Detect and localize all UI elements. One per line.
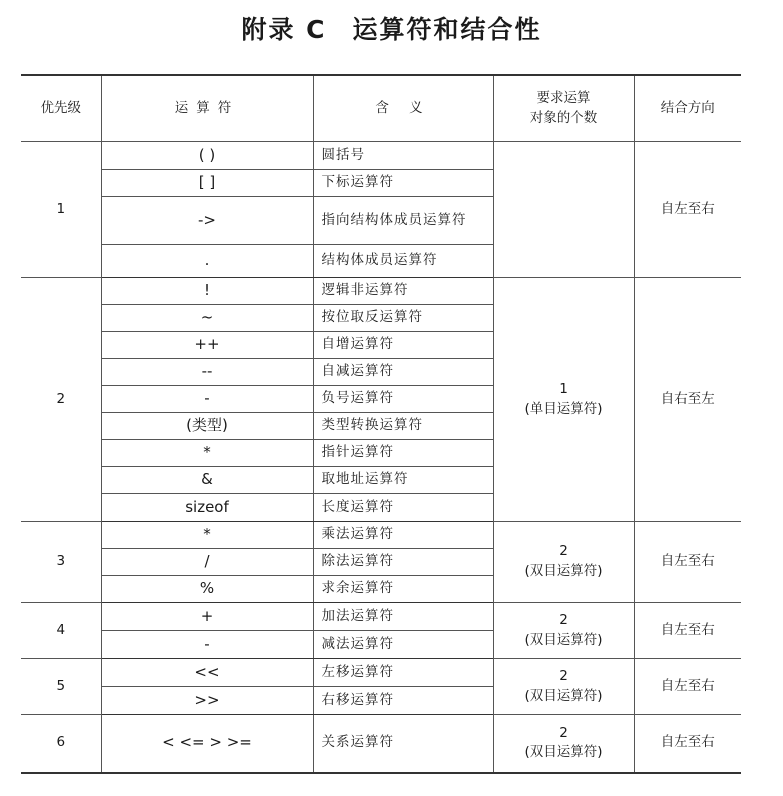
operand-count-cell xyxy=(493,142,634,278)
operator-cell: ! xyxy=(101,278,313,305)
meaning-cell: 加法运算符 xyxy=(313,603,493,631)
meaning-cell: 左移运算符 xyxy=(313,659,493,687)
page-title xyxy=(0,10,783,46)
header-associativity: 结合方向 xyxy=(634,75,741,142)
operator-cell: * xyxy=(101,522,313,549)
meaning-cell: 逻辑非运算符 xyxy=(313,278,493,305)
operand-count-cell xyxy=(493,603,634,659)
priority-cell: 1 xyxy=(21,142,101,278)
operand-desc: (单目运算符) xyxy=(524,400,603,417)
meaning-cell: 按位取反运算符 xyxy=(313,305,493,332)
table-row xyxy=(21,522,741,549)
operand-count-cell xyxy=(493,659,634,715)
meaning-cell: 长度运算符 xyxy=(313,494,493,522)
operand-count: 2 xyxy=(559,543,568,560)
meaning-cell: 减法运算符 xyxy=(313,631,493,659)
operand-desc: (双目运算符) xyxy=(524,563,603,579)
header-operand-count xyxy=(493,75,634,142)
header-operator: 运算符 xyxy=(101,75,313,142)
priority-cell: 3 xyxy=(21,522,101,603)
meaning-cell: 自减运算符 xyxy=(313,359,493,386)
meaning-cell: 关系运算符 xyxy=(313,715,493,773)
operand-count-cell xyxy=(493,522,634,603)
header-operand-count-line2: 对象的个数 xyxy=(529,109,598,126)
meaning-cell: 求余运算符 xyxy=(313,576,493,603)
operator-cell: < <= > >= xyxy=(101,715,313,773)
operator-cell: [ ] xyxy=(101,170,313,197)
meaning-cell: 圆括号 xyxy=(313,142,493,170)
meaning-cell: 负号运算符 xyxy=(313,386,493,413)
table-row xyxy=(21,278,741,305)
operator-cell: << xyxy=(101,659,313,687)
header-meaning: 含 义 xyxy=(313,75,493,142)
meaning-cell: 取地址运算符 xyxy=(313,467,493,494)
operator-cell: . xyxy=(101,245,313,278)
operand-count: 2 xyxy=(559,724,568,741)
operand-count: 2 xyxy=(559,611,568,628)
operator-cell: (类型) xyxy=(101,413,313,440)
associativity-cell: 自左至右 xyxy=(634,142,741,278)
operand-desc: (双目运算符) xyxy=(524,687,603,704)
priority-cell: 2 xyxy=(21,278,101,522)
operand-count: 1 xyxy=(559,380,568,397)
table-row xyxy=(21,715,741,773)
table-row xyxy=(21,603,741,631)
operator-cell: - xyxy=(101,631,313,659)
operator-cell: ( ) xyxy=(101,142,313,170)
meaning-cell: 自增运算符 xyxy=(313,332,493,359)
table-header-row xyxy=(21,75,741,142)
operator-cell: / xyxy=(101,549,313,576)
operator-cell: -> xyxy=(101,197,313,245)
operand-desc: (双目运算符) xyxy=(524,631,603,648)
meaning-cell: 指针运算符 xyxy=(313,440,493,467)
meaning-cell: 类型转换运算符 xyxy=(313,413,493,440)
appendix-label: 附录 C xyxy=(241,15,327,44)
table-row xyxy=(21,142,741,170)
operator-cell: ++ xyxy=(101,332,313,359)
meaning-cell: 结构体成员运算符 xyxy=(313,245,493,278)
priority-cell: 6 xyxy=(21,715,101,773)
associativity-cell: 自右至左 xyxy=(634,278,741,522)
operand-count-cell xyxy=(493,278,634,522)
operator-cell: -- xyxy=(101,359,313,386)
operand-count: 2 xyxy=(559,667,568,684)
table-body xyxy=(21,142,741,773)
meaning-cell: 下标运算符 xyxy=(313,170,493,197)
operand-count-cell xyxy=(493,715,634,773)
associativity-cell: 自左至右 xyxy=(634,715,741,773)
operator-cell: ~ xyxy=(101,305,313,332)
operator-cell: & xyxy=(101,467,313,494)
table-row xyxy=(21,659,741,687)
operator-cell: + xyxy=(101,603,313,631)
meaning-cell: 除法运算符 xyxy=(313,549,493,576)
associativity-cell: 自左至右 xyxy=(634,603,741,659)
priority-cell: 4 xyxy=(21,603,101,659)
operator-cell: % xyxy=(101,576,313,603)
operator-cell: sizeof xyxy=(101,494,313,522)
title-text: 运算符和结合性 xyxy=(352,15,542,44)
operator-cell: * xyxy=(101,440,313,467)
operator-table xyxy=(21,74,741,774)
operand-desc: (双目运算符) xyxy=(524,744,603,761)
meaning-cell: 指向结构体成员运算符 xyxy=(313,197,493,245)
header-operand-count-line1: 要求运算 xyxy=(536,89,591,106)
associativity-cell: 自左至右 xyxy=(634,659,741,715)
meaning-cell: 右移运算符 xyxy=(313,687,493,715)
operator-cell: - xyxy=(101,386,313,413)
operator-cell: >> xyxy=(101,687,313,715)
associativity-cell: 自左至右 xyxy=(634,522,741,603)
meaning-cell: 乘法运算符 xyxy=(313,522,493,549)
priority-cell: 5 xyxy=(21,659,101,715)
header-priority: 优先级 xyxy=(21,75,101,142)
